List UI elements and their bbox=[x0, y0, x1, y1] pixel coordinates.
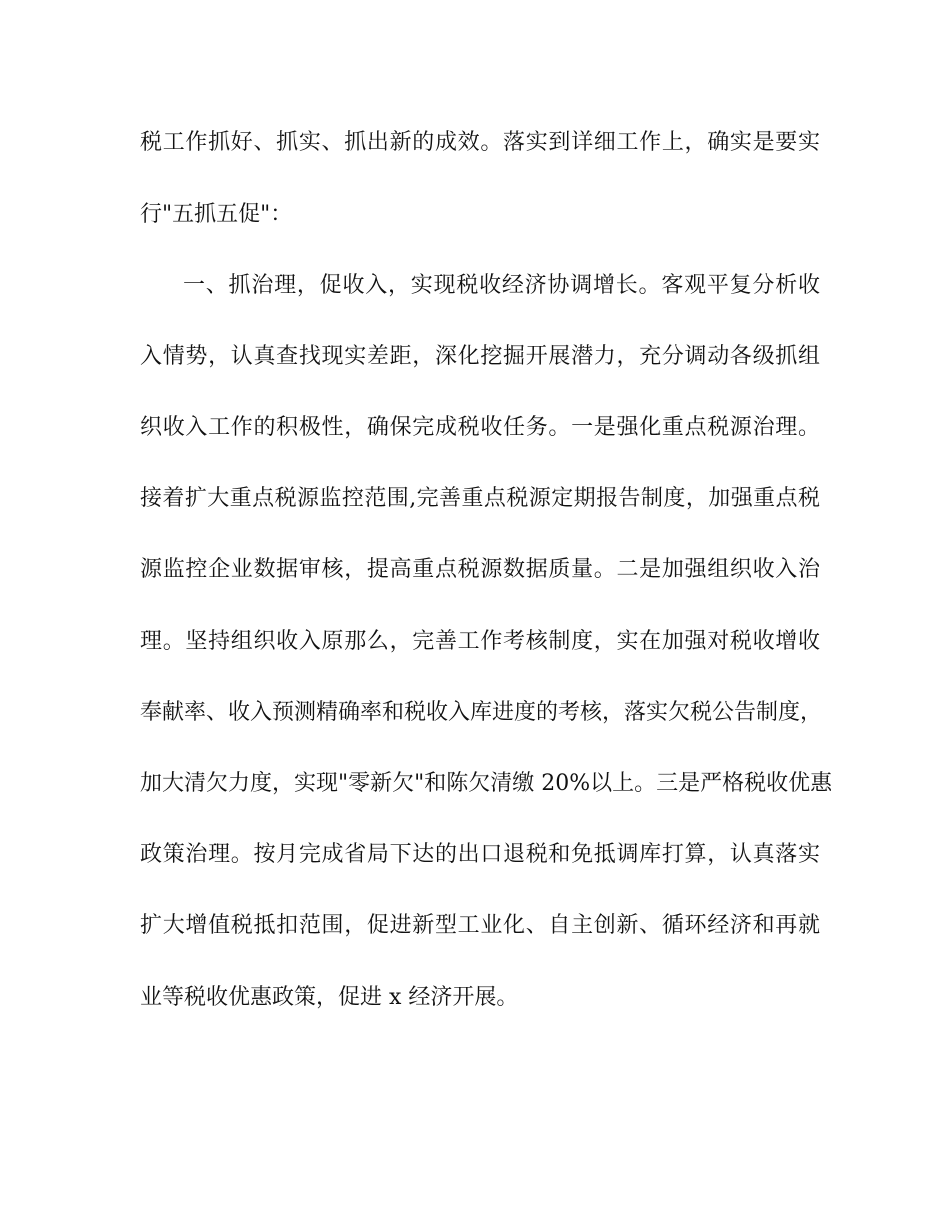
text-line-6: 接着扩大重点税源监控范围,完善重点税源定期报告制度，加强重点税 bbox=[140, 486, 820, 511]
text-line-5: 织收入工作的积极性，确保完成税收任务。一是强化重点税源治理。 bbox=[140, 415, 820, 440]
text-line-10: 加大清欠力度，实现"零新欠"和陈欠清缴 20%以上。三是严格税收优惠 bbox=[140, 771, 833, 796]
text-line-3: 一、抓治理，促收入，实现税收经济协调增长。客观平复分析收 bbox=[183, 273, 820, 298]
text-line-7: 源监控企业数据审核，提高重点税源数据质量。二是加强组织收入治 bbox=[140, 557, 820, 582]
text-line-13: 业等税收优惠政策，促进 x 经济开展。 bbox=[140, 985, 519, 1010]
text-line-11: 政策治理。按月完成省局下达的出口退税和免抵调库打算，认真落实 bbox=[140, 842, 820, 867]
text-line-4: 入情势，认真查找现实差距，深化挖掘开展潜力，充分调动各级抓组 bbox=[140, 344, 820, 369]
text-line-9: 奉献率、收入预测精确率和税收入库进度的考核，落实欠税公告制度， bbox=[140, 700, 823, 725]
text-line-8: 理。坚持组织收入原那么，完善工作考核制度，实在加强对税收增收 bbox=[140, 629, 820, 654]
text-line-1: 税工作抓好、抓实、抓出新的成效。落实到详细工作上，确实是要实 bbox=[140, 130, 820, 155]
text-line-2: 行"五抓五促"： bbox=[140, 202, 293, 227]
text-line-12: 扩大增值税抵扣范围，促进新型工业化、自主创新、循环经济和再就 bbox=[140, 913, 820, 938]
